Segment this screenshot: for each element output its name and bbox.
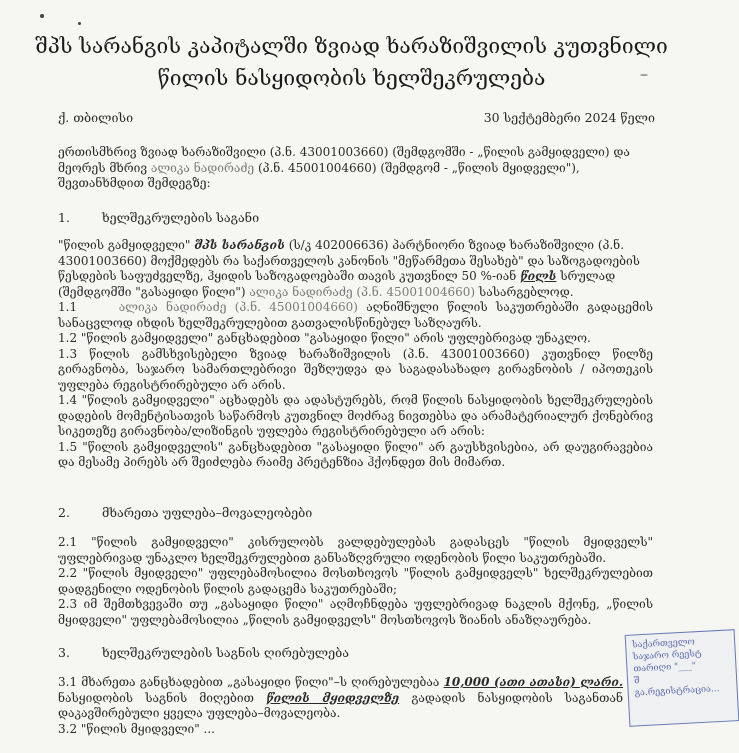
intro-text: (ს/კ 402006636) პარტნიორი ზვიად ხარაზიშვილი (პ.ნ. 43001003660) მოქმედებს რა საქართველოს კანონის "მეწარმეთა შესახებ" და საზოგადოების წესდების საფუძველზე, ჰყიდის საზოგადოებაში თავის კუთვნილ 50 %-იან [58,238,640,283]
parties-paragraph [58,145,653,192]
clause-3-1 [58,675,623,722]
section-number: 1. [58,210,70,225]
clause-1-1 [58,300,653,331]
section-1-intro [58,238,653,300]
title-line-2: წილის ნასყიდობის ხელშეკრულება [157,66,546,90]
clause-text-3: გადადის ნასყიდობის საგანთან დაკავშირებული ყველა უფლება–მოვალეობა. [58,690,623,720]
section-2-heading [58,505,312,520]
section-3-body [58,675,623,736]
stamp-line: შ [633,676,640,687]
section-1-heading [58,210,259,225]
city: ქ. თბილისი [58,110,134,125]
section-title: ხელშეკრულების საგანი [102,210,260,225]
scan-speck [40,14,44,18]
registry-stamp [625,629,739,727]
document-title [0,30,703,94]
clause-2-1: 2.1 "წილის გამყიდველი" კისრულობს ვალდებულებას გადასცეს "წილის მყიდველს" უფლებრივად უნაკლო ხელშეკრულებით განსაზღვრული ოდენობის წილი საკუთრებაში. [58,535,653,565]
section-2-body [58,535,653,628]
section-number: 2. [58,505,70,520]
clause-1-4: 1.4 "წილის გამყიდველი" აცხადებს და ადასტურებს, რომ წილის ნასყიდობის ხელშეკრულების დადების მომენტისათვის საწარმოს კუთვნილ მოძრავ ნივთებსა და არამატერიალურ ქონებრივ სიკეთეზე გირავნობა/ლიზინგის უფლება რეგისტრირებული არ არის: [58,393,653,438]
company-name: შპს სარანგის [194,238,285,252]
clause-number: 1.1 [58,300,78,314]
clause-text-2: ნასყიდობის საგნის მიღებით [58,690,254,705]
intro-end: სასარგებლოდ. [478,284,574,299]
title-line-1: შპს სარანგის კაპიტალში ზვიად ხარაზიშვილის კუთვნილი [35,34,668,58]
clause-buyer: ალიკა ნადირაძე (პ.ნ. 45001004660) [118,300,358,314]
clause-1-2: 1.2 "წილის გამყიდველი" განცხადებით "გასაყიდი წილი" არის უფლებრივად უნაკლო. [58,331,591,345]
contract-date: 30 სექტემბერი 2024 წელი [483,110,655,125]
section-1-body [58,238,653,471]
intro-buyer: ალიკა ნადირაძე (პ.ნ. 45001004660) [249,284,476,299]
clause-1-3: 1.3 წილის გამსხვისებელი ზვიად ხარაზიშვილის (პ.ნ. 43001003660) კუთვნილ წილზე გირავნობა, საჯარო სამართლებრივი შეზღუდვა და საგადასახადო გირავნობის / იპოთეკის უფლება რეგისტრირებული არ არის. [58,346,653,392]
section-title: ხელშეკრულების საგნის ღირებულება [102,645,350,660]
seller-intro: ერთისმხრივ ზვიად ხარაზიშვილი (პ.ნ. 43001003660) (შემდგომში - „წილის გამყიდველი) და მეორეს მხრივ [58,145,630,175]
clause-2-3: 2.3 იმ შემთხვევაში თუ „გასაყიდი წილი" აღმოჩნდება უფლებრივად ნაკლის მქონე, „წილის მყიდველი" უფლებამოსილია „წილის გამყიდველს" მოსთხოვოს ზიანის ანაზღაურება. [58,597,653,627]
section-title: მხარეთა უფლება–მოვალეობები [102,505,313,520]
section-number: 3. [58,645,70,660]
clause-1-5: 1.5 "წილის გამყიდველის" განცხადებით "გასაყიდი წილი" არ გაუსხვისებია, არ დაუგირავებია და მესამე პირებს არ შეიძლება რაიმე პრეტენზია ჰქონდეთ მის მიმართ. [58,439,653,469]
buyer-name: ალიკა ნადირაძე [150,160,255,175]
clause-3-2-cutoff: 3.2 "წილის მყიდველი" ... [58,721,215,736]
stamp-line: გა.რეგისტრაცია... [634,684,720,699]
stamp-line: თარიღი "___" [633,661,697,675]
buyer-rest: (პ.ნ. 45001004660) (შემდგომ - „წილის მყიდველი"), შევთანხმდით შემდეგზე: [58,160,580,190]
clause-text: 3.1 მხარეთა განცხადებით „გასაყიდი წილი"–ს ღირებულებაა [58,675,440,689]
stamp-line: საქართველო [631,637,696,651]
stamp-line: საჯარო რეესტ [632,648,702,663]
scan-speck [78,22,81,25]
clause-2-2: 2.2 "წილის მყიდველი" უფლებამოსილია მოსთხოვოს "წილის გამყიდველს" ხელშეკრულებით დადგენილი ოდენობის წილის გადაცემა საკუთრებაში; [58,566,653,596]
intro-text-2: სრულად (შემდგომში "გასაყიდი წილი") [58,269,616,299]
price: 10,000 (ათი ათასი) ლარი. [443,675,623,689]
clause-buyer: წილის მყიდველზე [266,690,400,705]
share-word: წილს [520,269,557,283]
intro-seller: "წილის გამყიდველი" [58,238,191,252]
section-3-heading [58,645,349,660]
clause-text: აღნიშნული წილის საკუთრებაში გადაცემის სანაცვლოდ იხდის ხელშეკრულებით გათვალისწინებულ საზღაურს. [58,300,653,330]
